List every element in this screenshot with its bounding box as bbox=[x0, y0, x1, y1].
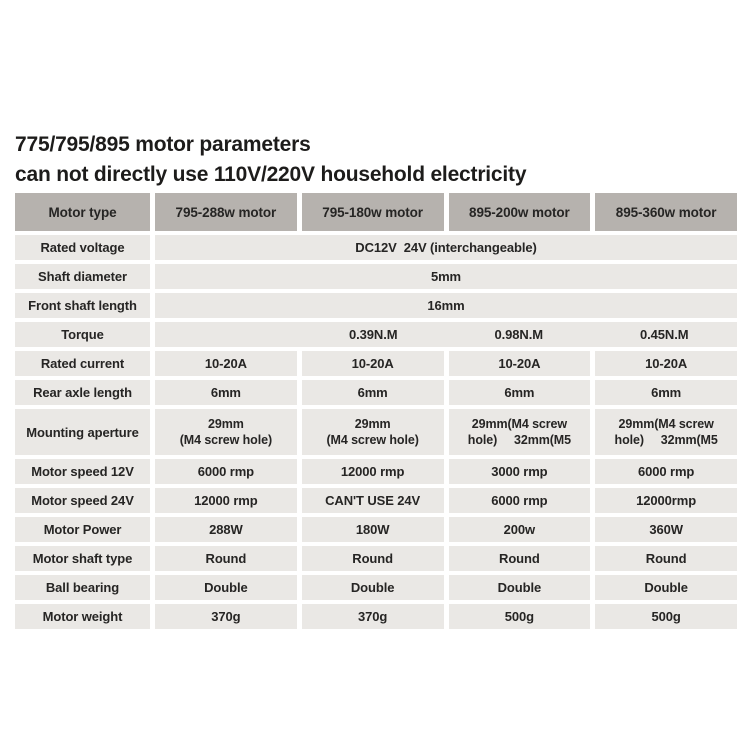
value-cell: 360W bbox=[595, 517, 737, 542]
value-slot: 0.98N.M bbox=[494, 327, 543, 342]
header-cell-895-200w: 895-200w motor bbox=[449, 193, 591, 231]
table-row bbox=[15, 575, 737, 600]
row-label: Ball bearing bbox=[15, 575, 150, 600]
value-cell: 500g bbox=[449, 604, 591, 629]
table-header-row bbox=[15, 193, 737, 231]
value-cell: 370g bbox=[302, 604, 444, 629]
value-cell: 10-20A bbox=[449, 351, 591, 376]
value-line: hole) 32mm(M5 bbox=[467, 433, 571, 447]
value-cell: 6000 rmp bbox=[595, 459, 737, 484]
value-line: hole) 32mm(M5 bbox=[614, 433, 718, 447]
value-cell: 10-20A bbox=[595, 351, 737, 376]
merged-value-band bbox=[155, 322, 737, 347]
header-cell-795-288w: 795-288w motor bbox=[155, 193, 297, 231]
value-line: 29mm(M4 screw bbox=[471, 417, 568, 431]
value-cell: Round bbox=[449, 546, 591, 571]
row-label: Torque bbox=[15, 322, 150, 347]
table-row bbox=[15, 488, 737, 513]
value-cell: 12000 rmp bbox=[155, 488, 297, 513]
value-cell: 288W bbox=[155, 517, 297, 542]
header-cell-895-360w: 895-360w motor bbox=[595, 193, 737, 231]
value-slot: 0.39N.M bbox=[349, 327, 398, 342]
value-cell: 12000rmp bbox=[595, 488, 737, 513]
spec-table bbox=[15, 193, 737, 633]
table-row bbox=[15, 409, 737, 455]
row-label: Motor shaft type bbox=[15, 546, 150, 571]
value-line: (M4 screw hole) bbox=[326, 433, 419, 447]
table-row bbox=[15, 546, 737, 571]
row-label: Motor speed 24V bbox=[15, 488, 150, 513]
value-cell: Double bbox=[155, 575, 297, 600]
row-label: Motor weight bbox=[15, 604, 150, 629]
title-block bbox=[15, 130, 735, 190]
value-cell bbox=[155, 409, 297, 455]
value-cell: Round bbox=[155, 546, 297, 571]
row-label: Mounting aperture bbox=[15, 409, 150, 455]
value-slot: 0.45N.M bbox=[640, 327, 689, 342]
value-cell: 6000 rmp bbox=[449, 488, 591, 513]
value-cell: 3000 rmp bbox=[449, 459, 591, 484]
value-cell: 200w bbox=[449, 517, 591, 542]
row-label: Front shaft length bbox=[15, 293, 150, 318]
value-line: 29mm(M4 screw bbox=[618, 417, 714, 431]
header-cell-motor-type: Motor type bbox=[15, 193, 150, 231]
row-label: Rated voltage bbox=[15, 235, 150, 260]
table-row bbox=[15, 293, 737, 318]
table-row bbox=[15, 351, 737, 376]
value-cell: 6mm bbox=[302, 380, 444, 405]
value-cell: Double bbox=[595, 575, 737, 600]
table-row bbox=[15, 264, 737, 289]
table-row bbox=[15, 604, 737, 629]
table-row bbox=[15, 380, 737, 405]
value-cell: 12000 rmp bbox=[302, 459, 444, 484]
value-line: 29mm bbox=[208, 417, 244, 431]
value-cell: 6000 rmp bbox=[155, 459, 297, 484]
page-subtitle: can not directly use 110V/220V household electricity bbox=[15, 163, 527, 186]
value-line: (M4 screw hole) bbox=[179, 433, 273, 447]
value-cell bbox=[449, 409, 591, 455]
page-title: 775/795/895 motor parameters bbox=[15, 133, 311, 156]
value-cell bbox=[595, 409, 737, 455]
value-cell: Double bbox=[449, 575, 591, 600]
value-cell: CAN'T USE 24V bbox=[302, 488, 444, 513]
table-row bbox=[15, 322, 737, 347]
table-row bbox=[15, 517, 737, 542]
value-cell: 10-20A bbox=[155, 351, 297, 376]
merged-value-cell: 5mm bbox=[155, 264, 737, 289]
row-label: Rated current bbox=[15, 351, 150, 376]
row-label: Shaft diameter bbox=[15, 264, 150, 289]
table-row bbox=[15, 459, 737, 484]
value-cell: Round bbox=[595, 546, 737, 571]
value-cell: 370g bbox=[155, 604, 297, 629]
value-cell bbox=[302, 409, 444, 455]
value-cell: 500g bbox=[595, 604, 737, 629]
value-cell: 6mm bbox=[155, 380, 297, 405]
header-cell-795-180w: 795-180w motor bbox=[302, 193, 444, 231]
merged-value-cell: DC12V 24V (interchangeable) bbox=[155, 235, 737, 260]
row-label: Rear axle length bbox=[15, 380, 150, 405]
value-cell: Double bbox=[302, 575, 444, 600]
value-cell: 6mm bbox=[449, 380, 591, 405]
table-row bbox=[15, 235, 737, 260]
value-slot bbox=[155, 322, 301, 347]
table-body bbox=[15, 235, 737, 629]
value-cell: 10-20A bbox=[302, 351, 444, 376]
row-label: Motor speed 12V bbox=[15, 459, 150, 484]
merged-value-cell: 16mm bbox=[155, 293, 737, 318]
value-cell: 180W bbox=[302, 517, 444, 542]
row-label: Motor Power bbox=[15, 517, 150, 542]
value-cell: 6mm bbox=[595, 380, 737, 405]
value-line: 29mm bbox=[354, 417, 391, 431]
value-cell: Round bbox=[302, 546, 444, 571]
